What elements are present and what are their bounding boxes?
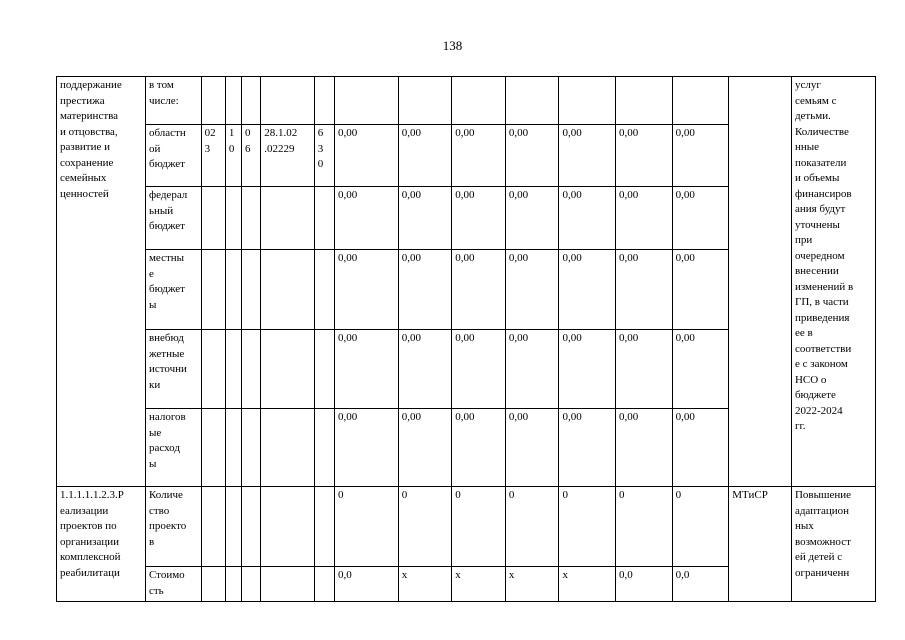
value-cell: 0 [335, 487, 399, 567]
value-cell: 0,00 [672, 330, 729, 409]
value-cell: х [505, 567, 559, 602]
indicator-label: Стоимо сть [145, 567, 201, 602]
value-cell: 0,00 [616, 409, 673, 487]
value-cell: 0,00 [505, 250, 559, 330]
code-rz: 1 0 [225, 125, 241, 187]
value-cell: 0,00 [559, 250, 616, 330]
value-cell: х [398, 567, 452, 602]
value-cell: 0,00 [672, 250, 729, 330]
value-cell: 0,00 [398, 330, 452, 409]
value-cell: 0,0 [672, 567, 729, 602]
value-cell: 0,00 [616, 125, 673, 187]
event-name-cell: поддержание престижа материнства и отцовства, развитие и сохранение семейных ценностей [57, 77, 146, 487]
value-cell: 0 [505, 487, 559, 567]
value-cell: 0,00 [335, 187, 399, 250]
value-cell: х [559, 567, 616, 602]
value-cell: 0,00 [672, 125, 729, 187]
value-cell: 0,00 [505, 187, 559, 250]
value-cell: 0,00 [398, 125, 452, 187]
source-label: федерал ьный бюджет [145, 187, 201, 250]
table-row [57, 77, 876, 125]
value-cell: 0,00 [559, 187, 616, 250]
value-cell: 0,00 [335, 330, 399, 409]
value-cell: 0,00 [335, 125, 399, 187]
value-cell: 0,0 [335, 567, 399, 602]
value-cell: 0,00 [452, 250, 506, 330]
source-label: местны е бюджет ы [145, 250, 201, 330]
program-table [56, 76, 876, 602]
value-cell: 0,00 [335, 409, 399, 487]
source-label: внебюд жетные источни ки [145, 330, 201, 409]
table-row [57, 487, 876, 567]
value-cell: 0 [452, 487, 506, 567]
value-cell: 0,00 [505, 125, 559, 187]
value-cell: 0 [398, 487, 452, 567]
indicator-label: Количе ство проекто в [145, 487, 201, 567]
value-cell: х [452, 567, 506, 602]
executor-cell: МТиСР [729, 487, 792, 602]
value-cell: 0,00 [616, 187, 673, 250]
value-cell: 0 [616, 487, 673, 567]
value-cell: 0,00 [672, 409, 729, 487]
note-cell: услуг семьям с детьми. Количестве нные показатели и объемы финансиров ания будут уточнены при очередном внесении изменений в ГП, в части приведения ее в соответстви е с законом НСО о бюджете 2022-2024 гг. [791, 77, 875, 487]
event-name-cell: 1.1.1.1.1.2.3.Р еализации проектов по организации комплексной реабилитаци [57, 487, 146, 602]
note-cell: Повышение адаптацион ных возможност ей детей с ограниченн [791, 487, 875, 602]
value-cell: 0,00 [616, 330, 673, 409]
value-cell: 0,00 [505, 409, 559, 487]
value-cell: 0 [559, 487, 616, 567]
value-cell: 0,00 [335, 250, 399, 330]
value-cell: 0,00 [505, 330, 559, 409]
value-cell: 0,00 [452, 409, 506, 487]
value-cell: 0,00 [398, 409, 452, 487]
value-cell: 0,00 [398, 250, 452, 330]
value-cell: 0,0 [616, 567, 673, 602]
code-csr: 28.1.02 .02229 [261, 125, 315, 187]
value-cell: 0,00 [559, 330, 616, 409]
source-label: областн ой бюджет [145, 125, 201, 187]
value-cell: 0,00 [452, 125, 506, 187]
value-cell: 0,00 [398, 187, 452, 250]
including-label: в том числе: [145, 77, 201, 125]
value-cell: 0,00 [559, 125, 616, 187]
value-cell: 0 [672, 487, 729, 567]
page-number: 138 [442, 38, 463, 53]
code-vr: 6 3 0 [314, 125, 334, 187]
code-pr: 0 6 [242, 125, 261, 187]
value-cell: 0,00 [559, 409, 616, 487]
value-cell: 0,00 [672, 187, 729, 250]
source-label: налогов ые расход ы [145, 409, 201, 487]
code-grbs: 02 3 [201, 125, 225, 187]
value-cell: 0,00 [616, 250, 673, 330]
value-cell: 0,00 [452, 187, 506, 250]
value-cell: 0,00 [452, 330, 506, 409]
